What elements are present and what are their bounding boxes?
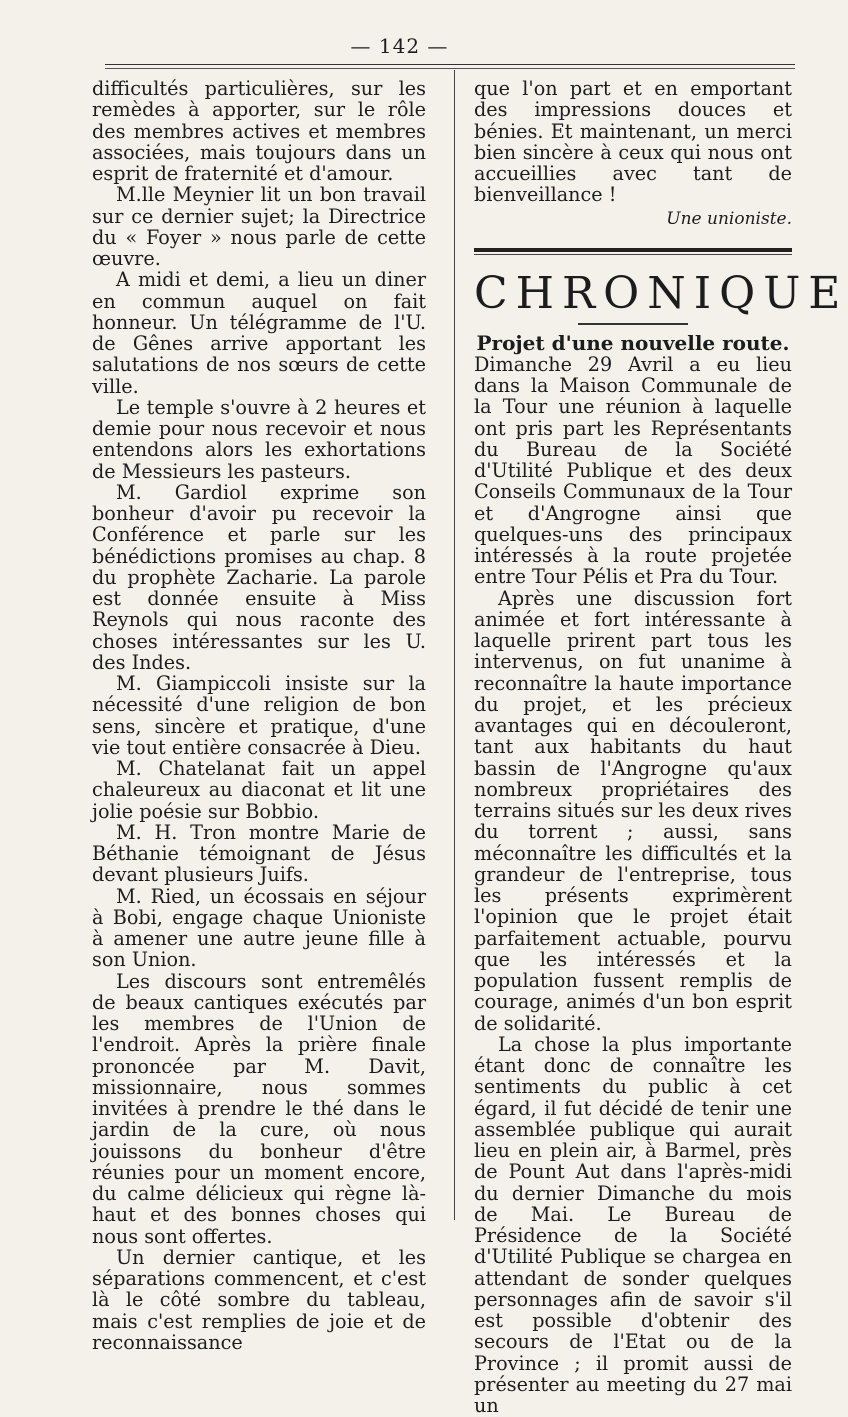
paragraph: M. Chatelanat fait un appel chaleureux au diaconat et lit une jolie poésie sur Bobbio. <box>92 757 426 823</box>
right-column <box>474 77 848 1417</box>
paragraph: difficultés particulières, sur les remèdes à apporter, sur le rôle des membres actives et membres associées, mais toujours dans un esprit de fraternité et d'amour. <box>92 77 426 185</box>
chronique-title: CHRONIQUE <box>474 267 848 319</box>
paragraph: M. Gardiol exprime son bonheur d'avoir pu recevoir la Conférence et parle sur les bénédictions promises au chap. 8 du prophète Zacharie. La parole est donnée ensuite à Miss Reynols qui nous raconte des choses intéressantes sur les U. des Indes. <box>92 480 426 674</box>
left-column <box>92 78 426 1353</box>
section-rule <box>474 248 792 252</box>
paragraph: Le temple s'ouvre à 2 heures et demie pour nous recevoir et nous entendons alors les exhortations de Messieurs les pasteurs. <box>92 395 426 483</box>
header-rule-thin <box>105 68 795 69</box>
paragraph: A midi et demi, a lieu un diner en commun auquel on fait honneur. Un télégramme de l'U. de Gênes arrive apportant les salutations de nos sœurs de cette ville. <box>92 268 426 398</box>
paragraph: Les discours sont entremêlés de beaux cantiques exécutés par les membres de l'Union de l'endroit. Après la prière finale prononcée par M. Davit, missionnaire, nous sommes invitées à prendre le thé dans le jardin de la cure, où nous jouissons du bonheur d'être réunies pour un moment encore, du calme délicieux qui règne là-haut et des bonnes choses qui nous sont offertes. <box>92 969 426 1248</box>
paragraph: Dimanche 29 Avril a eu lieu dans la Maison Communale de la Tour une réunion à laquelle ont pris part les Représentants du Bureau de la Société d'Utilité Publique et des deux Conseils Communaux de la Tour et d'Angrogne ainsi que quelques-uns des principaux intéressés à la route projetée entre Tour Pélis et Pra du Tour. <box>474 352 792 589</box>
paragraph: M.lle Meynier lit un bon travail sur ce dernier sujet; la Directrice du « Foyer » nous parle de cette œuvre. <box>92 183 426 270</box>
page-number: — 142 — <box>350 34 449 58</box>
paragraph: Après une discussion fort animée et fort intéressante à laquelle prirent part tous les intervenus, on fut unanime à reconnaître la haute importance du projet, et les précieux avantages qui en découleront, tant aux habitants du haut bassin de l'Angrogne qu'aux nombreux propriétaires des terrains situés sur les deux rives du torrent ; aussi, sans méconnaître les difficultés et la grandeur de l'entreprise, tous les présents exprimèrent l'opinion que le projet était parfaitement actuable, pourvu que les intéressés et la population fussent remplis de courage, animés d'un bon esprit de solidarité. <box>474 586 792 1035</box>
article-heading: Projet d'une nouvelle route. <box>476 330 790 355</box>
paragraph: Un dernier cantique, et les séparations commencent, et c'est là le côté sombre du tableau, mais c'est remplies de joie et de reconnaissance <box>92 1245 426 1354</box>
column-divider <box>454 70 455 1220</box>
paragraph: La chose la plus importante étant donc de connaître les sentiments du public à cet égard, il fut décidé de tenir une assemblée publique qui aurait lieu en plein air, à Barmel, près de Pount Aut dans l'après-midi du dernier Dimanche du mois de Mai. Le Bureau de Présidence de la Société d'Utilité Publique se chargea en attendant de sonder quelques personnages afin de savoir s'il est possible d'obtenir des secours de l'Etat ou de la Province ; il promit aussi de présenter au meeting du 27 mai un <box>474 1032 792 1417</box>
paragraph: M. H. Tron montre Marie de Béthanie témoignant de Jésus devant plusieurs Juifs. <box>92 820 426 887</box>
section-rule-thin <box>474 254 792 255</box>
paragraph: M. Ried, un écossais en séjour à Bobi, engage chaque Unioniste à amener une autre jeune fille à son Union. <box>92 884 426 972</box>
paragraph: M. Giampiccoli insiste sur la nécessité d'une religion de bon sens, sincère et pratique, d'une vie tout entière consacrée à Dieu. <box>92 672 426 759</box>
closing-paragraph: que l'on part et en emportant des impressions douces et bénies. Et maintenant, un merci bien sincère à ceux qui nous ont accueillies avec tant de bienveillance ! <box>474 77 792 207</box>
title-underline <box>578 323 688 325</box>
signature: Une unioniste. <box>666 208 792 229</box>
article-body <box>474 354 792 1417</box>
header-rule <box>105 64 795 65</box>
